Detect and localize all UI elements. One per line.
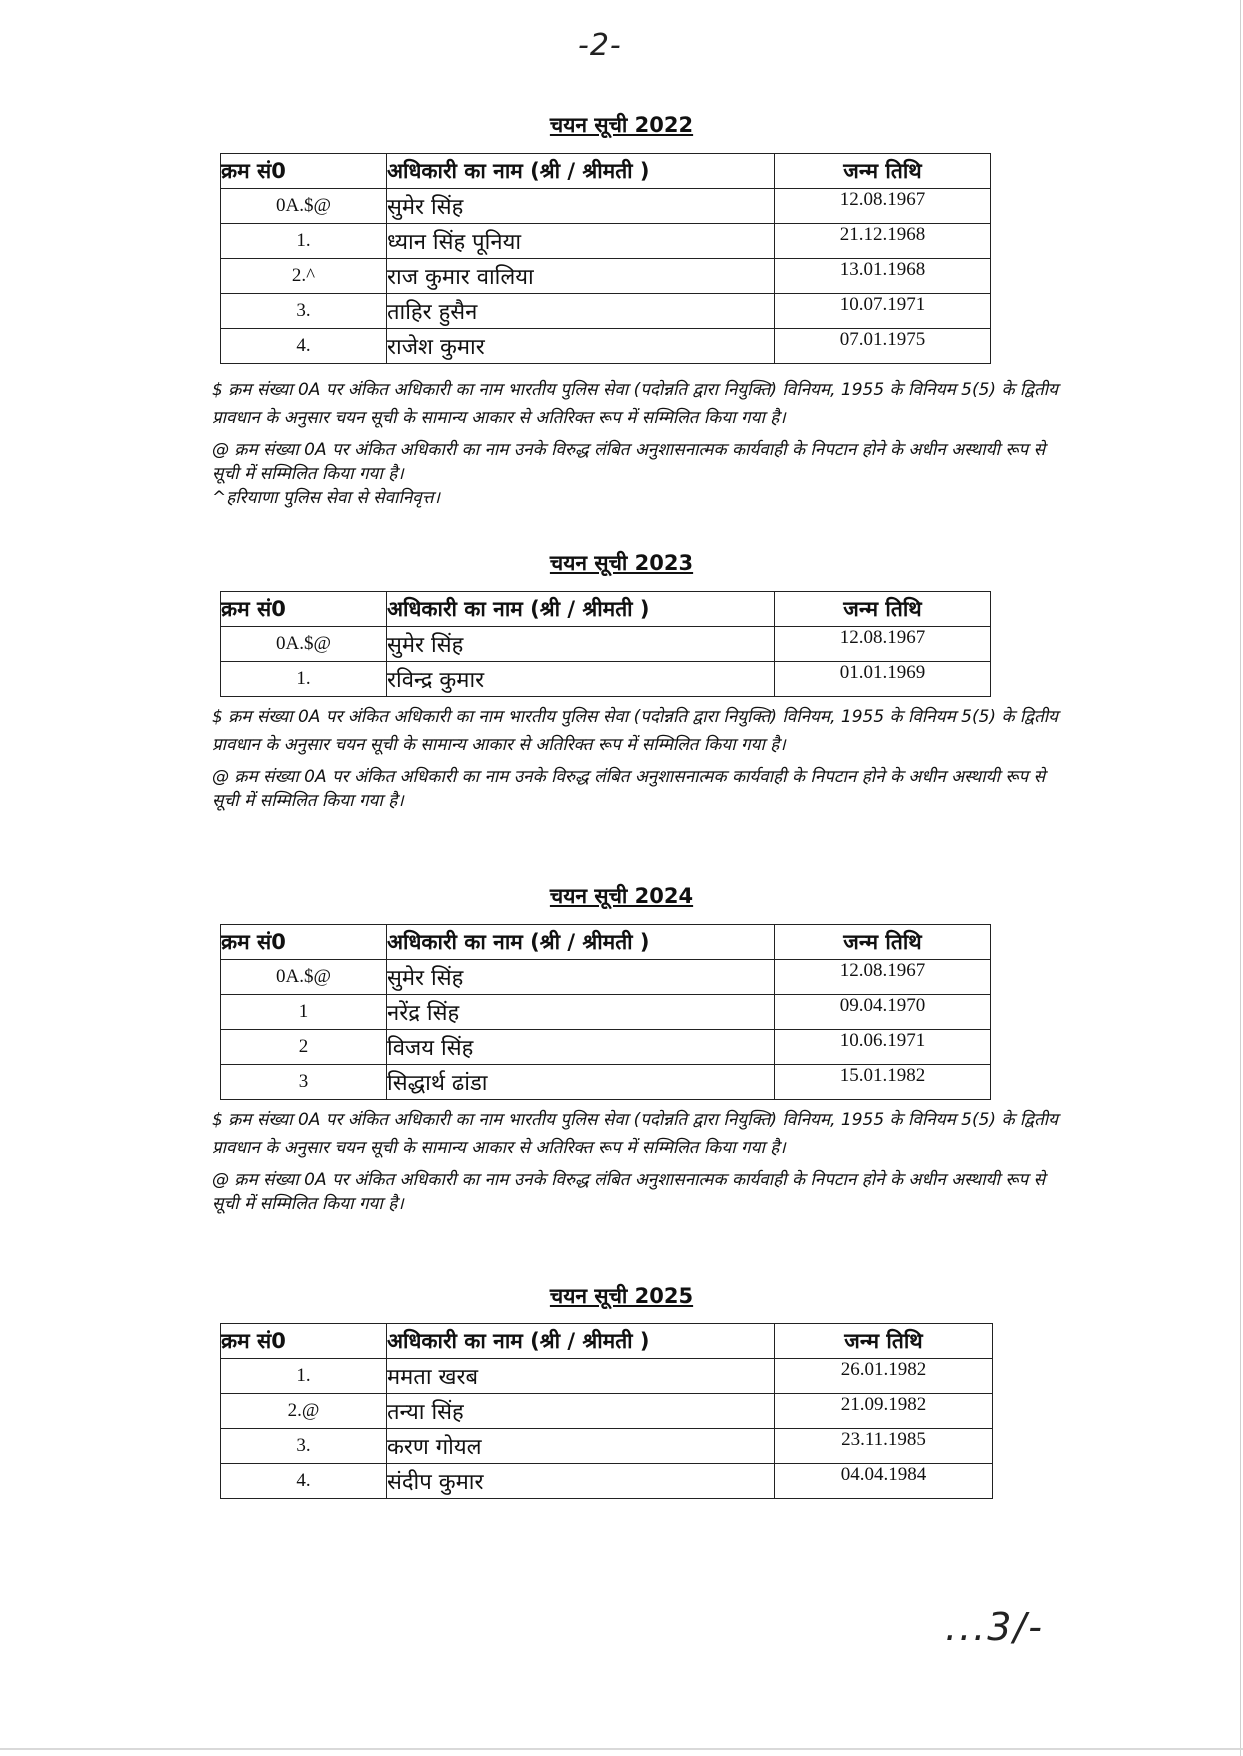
selection-table-2022 <box>220 153 991 364</box>
table-row <box>221 1464 993 1499</box>
section-title-2024: चयन सूची 2024 <box>549 884 694 908</box>
header-name: अधिकारी का नाम (श्री / श्रीमती ) <box>387 592 775 627</box>
dob-cell: 04.04.1984 <box>775 1464 993 1499</box>
header-serial: क्रम सं0 <box>221 1324 387 1359</box>
name-cell: सुमेर सिंह <box>387 627 775 662</box>
dob-cell: 15.01.1982 <box>775 1065 991 1100</box>
serial-cell: 1. <box>221 224 387 259</box>
footnote-at: @ क्रम संख्या 0A पर अंकित अधिकारी का नाम उनके विरुद्ध लंबित अनुशासनात्मक कार्यवाही के निपटान होने के अधीन अस्थायी रूप से सूची में सम्मिलित किया गया है। <box>212 767 1046 811</box>
dob-cell: 12.08.1967 <box>775 189 991 224</box>
footnotes-2023 <box>212 703 1072 813</box>
header-serial: क्रम सं0 <box>221 154 387 189</box>
table-row <box>221 662 991 697</box>
serial-cell: 2.@ <box>221 1394 387 1429</box>
footnote-dollar: $ क्रम संख्या 0A पर अंकित अधिकारी का नाम भारतीय पुलिस सेवा (पदोन्नति द्वारा नियुक्ति) विनियम, 1955 के विनियम 5(5) के द्वितीय प्रावधान के अनुसार चयन सूची के सामान्य आकार से अतिरिक्त रूप में सम्मिलित किया गया है। <box>212 1110 1059 1158</box>
section-title-2022: चयन सूची 2022 <box>549 113 694 137</box>
footnote-caret: ^हरियाणा पुलिस सेवा से सेवानिवृत्त। <box>212 488 440 508</box>
serial-cell: 4. <box>221 1464 387 1499</box>
header-serial: क्रम सं0 <box>221 592 387 627</box>
table-row <box>221 1359 993 1394</box>
selection-table-2025 <box>220 1323 993 1499</box>
name-cell: ममता खरब <box>387 1359 775 1394</box>
serial-cell: 2.^ <box>221 259 387 294</box>
serial-cell: 2 <box>221 1030 387 1065</box>
name-cell: सुमेर सिंह <box>387 189 775 224</box>
table-header-row <box>221 1324 993 1359</box>
dob-cell: 10.06.1971 <box>775 1030 991 1065</box>
footnote-dollar: $ क्रम संख्या 0A पर अंकित अधिकारी का नाम भारतीय पुलिस सेवा (पदोन्नति द्वारा नियुक्ति) विनियम, 1955 के विनियम 5(5) के द्वितीय प्रावधान के अनुसार चयन सूची के सामान्य आकार से अतिरिक्त रूप में सम्मिलित किया गया है। <box>212 707 1059 755</box>
dob-cell: 07.01.1975 <box>775 329 991 364</box>
footnotes-2022 <box>212 376 1072 510</box>
table-header-row <box>221 154 991 189</box>
header-dob: जन्म तिथि <box>775 1324 993 1359</box>
table-row <box>221 627 991 662</box>
table-row <box>221 1394 993 1429</box>
serial-cell: 3. <box>221 1429 387 1464</box>
serial-cell: 0A.$@ <box>221 960 387 995</box>
name-cell: तन्या सिंह <box>387 1394 775 1429</box>
footnotes-2024 <box>212 1106 1072 1216</box>
dob-cell: 26.01.1982 <box>775 1359 993 1394</box>
name-cell: सुमेर सिंह <box>387 960 775 995</box>
page-edge <box>1240 0 1241 1756</box>
table-row <box>221 329 991 364</box>
footnote-dollar: $ क्रम संख्या 0A पर अंकित अधिकारी का नाम भारतीय पुलिस सेवा (पदोन्नति द्वारा नियुक्ति) विनियम, 1955 के विनियम 5(5) के द्वितीय प्रावधान के अनुसार चयन सूची के सामान्य आकार से अतिरिक्त रूप में सम्मिलित किया गया है। <box>212 380 1059 428</box>
name-cell: संदीप कुमार <box>387 1464 775 1499</box>
table-row <box>221 1065 991 1100</box>
table-row <box>221 294 991 329</box>
header-name: अधिकारी का नाम (श्री / श्रीमती ) <box>387 154 775 189</box>
serial-cell: 0A.$@ <box>221 189 387 224</box>
dob-cell: 23.11.1985 <box>775 1429 993 1464</box>
page-number-mark: -2- <box>578 28 622 63</box>
serial-cell: 1 <box>221 995 387 1030</box>
serial-cell: 1. <box>221 662 387 697</box>
table-row <box>221 259 991 294</box>
footnote-at: @ क्रम संख्या 0A पर अंकित अधिकारी का नाम उनके विरुद्ध लंबित अनुशासनात्मक कार्यवाही के निपटान होने के अधीन अस्थायी रूप से सूची में सम्मिलित किया गया है। <box>212 440 1046 484</box>
header-serial: क्रम सं0 <box>221 925 387 960</box>
footnote-at: @ क्रम संख्या 0A पर अंकित अधिकारी का नाम उनके विरुद्ध लंबित अनुशासनात्मक कार्यवाही के निपटान होने के अधीन अस्थायी रूप से सूची में सम्मिलित किया गया है। <box>212 1170 1046 1214</box>
dob-cell: 09.04.1970 <box>775 995 991 1030</box>
header-name: अधिकारी का नाम (श्री / श्रीमती ) <box>387 925 775 960</box>
serial-cell: 1. <box>221 1359 387 1394</box>
section-title-2025: चयन सूची 2025 <box>549 1284 694 1308</box>
serial-cell: 0A.$@ <box>221 627 387 662</box>
table-row <box>221 995 991 1030</box>
table-row <box>221 1429 993 1464</box>
header-dob: जन्म तिथि <box>775 592 991 627</box>
section-title-2023: चयन सूची 2023 <box>549 551 694 575</box>
dob-cell: 12.08.1967 <box>775 960 991 995</box>
table-header-row <box>221 925 991 960</box>
name-cell: राज कुमार वालिया <box>387 259 775 294</box>
next-page-mark: ...3/- <box>945 1605 1044 1649</box>
name-cell: नरेंद्र सिंह <box>387 995 775 1030</box>
serial-cell: 4. <box>221 329 387 364</box>
table-row <box>221 1030 991 1065</box>
name-cell: रविन्द्र कुमार <box>387 662 775 697</box>
dob-cell: 12.08.1967 <box>775 627 991 662</box>
name-cell: राजेश कुमार <box>387 329 775 364</box>
dob-cell: 01.01.1969 <box>775 662 991 697</box>
dob-cell: 21.09.1982 <box>775 1394 993 1429</box>
header-name: अधिकारी का नाम (श्री / श्रीमती ) <box>387 1324 775 1359</box>
table-row <box>221 960 991 995</box>
name-cell: ताहिर हुसैन <box>387 294 775 329</box>
name-cell: ध्यान सिंह पूनिया <box>387 224 775 259</box>
name-cell: विजय सिंह <box>387 1030 775 1065</box>
selection-table-2024 <box>220 924 991 1100</box>
table-row <box>221 224 991 259</box>
dob-cell: 13.01.1968 <box>775 259 991 294</box>
serial-cell: 3 <box>221 1065 387 1100</box>
selection-table-2023 <box>220 591 991 697</box>
table-row <box>221 189 991 224</box>
serial-cell: 3. <box>221 294 387 329</box>
dob-cell: 10.07.1971 <box>775 294 991 329</box>
header-dob: जन्म तिथि <box>775 154 991 189</box>
name-cell: करण गोयल <box>387 1429 775 1464</box>
header-dob: जन्म तिथि <box>775 925 991 960</box>
page-edge <box>0 1748 1243 1750</box>
name-cell: सिद्धार्थ ढांडा <box>387 1065 775 1100</box>
table-header-row <box>221 592 991 627</box>
dob-cell: 21.12.1968 <box>775 224 991 259</box>
